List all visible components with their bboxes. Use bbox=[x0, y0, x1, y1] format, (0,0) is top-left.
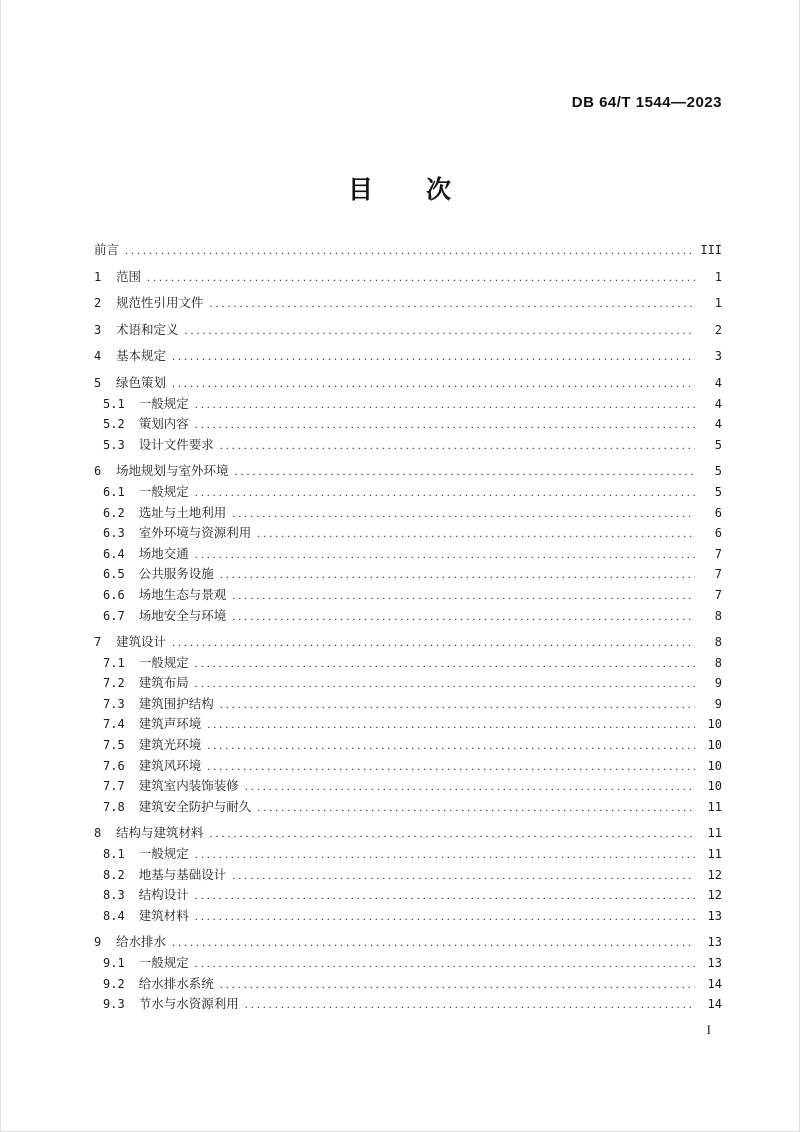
toc-entry-number: 6.3 bbox=[103, 526, 125, 541]
toc-entry-page: 5 bbox=[714, 464, 722, 479]
document-number: DB 64/T 1544—2023 bbox=[571, 94, 722, 111]
toc-entry-page: 5 bbox=[714, 437, 722, 452]
toc-entry-label: 一般规定 bbox=[138, 396, 189, 411]
toc-entry-label: 建筑安全防护与耐久 bbox=[138, 799, 252, 814]
dot-leader bbox=[195, 482, 695, 503]
toc-entry-number: 7.2 bbox=[103, 676, 125, 691]
toc-entry-number: 5.2 bbox=[103, 417, 125, 432]
toc-entry bbox=[94, 844, 722, 865]
dot-leader bbox=[195, 906, 695, 927]
toc-entry bbox=[94, 823, 722, 844]
toc-entry-page: 8 bbox=[714, 655, 722, 670]
toc-entry-page: 10 bbox=[707, 758, 722, 773]
toc-entry bbox=[94, 797, 722, 818]
toc-entry bbox=[94, 373, 722, 394]
toc-entry-label: 结构与建筑材料 bbox=[116, 826, 204, 841]
toc-entry bbox=[94, 461, 722, 482]
toc-entry-label: 给水排水系统 bbox=[138, 976, 214, 991]
toc-entry-number: 7.5 bbox=[103, 738, 125, 753]
toc-entry-label: 场地安全与环境 bbox=[138, 608, 227, 623]
toc-entry-page: 1 bbox=[714, 296, 722, 311]
page-number: I bbox=[706, 1022, 711, 1037]
toc-entry-number: 8 bbox=[94, 826, 102, 841]
dot-leader bbox=[195, 544, 695, 565]
toc-entry-label: 建筑风环境 bbox=[138, 758, 202, 773]
dot-leader bbox=[220, 974, 695, 995]
toc-entry-label: 建筑材料 bbox=[138, 908, 189, 923]
dot-leader bbox=[257, 797, 695, 818]
toc-entry-page: 10 bbox=[707, 779, 722, 794]
dot-leader bbox=[232, 503, 695, 524]
dot-leader bbox=[220, 694, 695, 715]
toc-entry-number: 7.7 bbox=[103, 779, 125, 794]
toc-entry-page: 8 bbox=[714, 635, 722, 650]
toc-entry bbox=[94, 865, 722, 886]
dot-leader bbox=[220, 564, 695, 585]
dot-leader bbox=[257, 523, 695, 544]
toc-entry-number: 7 bbox=[94, 635, 102, 650]
toc-entry-page: 13 bbox=[707, 956, 722, 970]
toc-entry-number: 9 bbox=[94, 935, 102, 950]
toc-entry-page: 10 bbox=[707, 738, 722, 753]
toc-entry bbox=[94, 694, 722, 715]
toc-entry-label: 一般规定 bbox=[138, 847, 189, 862]
toc-entry-label: 场地交通 bbox=[138, 546, 189, 561]
toc-entry-page: 13 bbox=[707, 908, 722, 923]
toc-entry-page: 7 bbox=[714, 587, 722, 602]
dot-leader bbox=[195, 394, 695, 415]
toc-entry-page: 10 bbox=[707, 717, 722, 732]
toc-entry-number: 5.1 bbox=[103, 396, 125, 411]
toc-title: 目 次 bbox=[347, 177, 452, 204]
toc-entry-number: 8.2 bbox=[103, 867, 125, 882]
toc-entry-page: III bbox=[700, 243, 722, 257]
toc-entry-label: 结构设计 bbox=[138, 888, 189, 903]
toc-entry-label: 基本规定 bbox=[116, 349, 167, 364]
toc-entry-label: 地基与基础设计 bbox=[138, 867, 227, 882]
toc-entry-number: 6.7 bbox=[103, 608, 125, 623]
toc-entry-label: 公共服务设施 bbox=[138, 567, 214, 582]
toc-entry-label: 建筑布局 bbox=[138, 676, 189, 691]
toc-entry bbox=[94, 906, 722, 927]
toc-entry-label: 给水排水 bbox=[116, 935, 167, 950]
toc-entry-page: 12 bbox=[707, 888, 722, 903]
dot-leader bbox=[172, 346, 695, 367]
dot-leader bbox=[172, 373, 695, 394]
toc-entry-label: 规范性引用文件 bbox=[116, 296, 204, 311]
toc-entry-number: 7.6 bbox=[103, 758, 125, 773]
toc-entry bbox=[94, 974, 722, 995]
toc-entry-label: 建筑设计 bbox=[116, 635, 167, 650]
toc-entry bbox=[94, 606, 722, 627]
dot-leader bbox=[185, 320, 695, 341]
toc-entry bbox=[94, 544, 722, 565]
toc-entry-label: 选址与土地利用 bbox=[138, 505, 227, 520]
toc-entry-number: 8.1 bbox=[103, 847, 125, 862]
dot-leader bbox=[125, 240, 693, 261]
toc-entry-number: 6.2 bbox=[103, 505, 125, 520]
toc-entry bbox=[94, 776, 722, 797]
dot-leader bbox=[207, 714, 695, 735]
toc-entry-page: 14 bbox=[707, 976, 722, 991]
toc-entry-label: 一般规定 bbox=[138, 956, 189, 970]
toc-entry-number: 6.1 bbox=[103, 484, 125, 499]
toc-entry bbox=[94, 953, 722, 974]
toc-entry bbox=[94, 885, 722, 906]
toc-entry-page: 7 bbox=[714, 567, 722, 582]
toc-entry-number: 7.1 bbox=[103, 655, 125, 670]
toc-entry-number: 6.5 bbox=[103, 567, 125, 582]
toc-entry-number: 7.3 bbox=[103, 696, 125, 711]
dot-leader bbox=[210, 823, 695, 844]
toc-entry-page: 4 bbox=[714, 396, 722, 411]
toc-entry-number: 9.1 bbox=[103, 956, 125, 970]
toc-entry-number: 9.3 bbox=[103, 997, 125, 1012]
dot-leader bbox=[232, 585, 695, 606]
toc-entry-page: 5 bbox=[714, 484, 722, 499]
toc-entry-number: 9.2 bbox=[103, 976, 125, 991]
toc-entry bbox=[94, 267, 722, 288]
toc-entry-page: 11 bbox=[707, 799, 722, 814]
toc-entry-page: 7 bbox=[714, 546, 722, 561]
toc-entry-page: 9 bbox=[714, 676, 722, 691]
toc-entry-page: 6 bbox=[714, 505, 722, 520]
toc-entry bbox=[94, 932, 722, 953]
toc-entry-page: 4 bbox=[714, 375, 722, 390]
toc-entry-number: 4 bbox=[94, 349, 102, 364]
toc-entry bbox=[94, 523, 722, 544]
toc-entry-page: 12 bbox=[707, 867, 722, 882]
toc-entry bbox=[94, 735, 722, 756]
dot-leader bbox=[195, 673, 695, 694]
toc-entry-label: 范围 bbox=[116, 269, 142, 284]
dot-leader bbox=[232, 606, 695, 627]
dot-leader bbox=[172, 932, 695, 953]
toc-entry-label: 节水与水资源利用 bbox=[138, 997, 239, 1012]
toc-entry-page: 4 bbox=[714, 417, 722, 432]
toc-entry-number: 7.4 bbox=[103, 717, 125, 732]
toc-entry-number: 2 bbox=[94, 296, 102, 311]
toc-entry-label: 绿色策划 bbox=[116, 375, 167, 390]
toc-entry bbox=[94, 653, 722, 674]
toc-entry-page: 1 bbox=[714, 269, 722, 284]
toc-entry bbox=[94, 240, 722, 261]
toc-entry-label: 建筑室内装饰装修 bbox=[138, 779, 239, 794]
dot-leader bbox=[207, 735, 695, 756]
toc-entry bbox=[94, 673, 722, 694]
toc-entry bbox=[94, 756, 722, 777]
dot-leader bbox=[235, 461, 695, 482]
toc-entry-number: 6 bbox=[94, 464, 102, 479]
toc-entry-number: 5 bbox=[94, 375, 102, 390]
toc-entry-page: 6 bbox=[714, 526, 722, 541]
toc-entry-page: 14 bbox=[707, 997, 722, 1012]
toc-entry-page: 9 bbox=[714, 696, 722, 711]
toc-entry bbox=[94, 585, 722, 606]
dot-leader bbox=[195, 844, 695, 865]
toc-entry-label: 场地规划与室外环境 bbox=[116, 464, 229, 479]
dot-leader bbox=[195, 885, 695, 906]
toc-entry-page: 13 bbox=[707, 935, 722, 950]
dot-leader bbox=[172, 632, 695, 653]
toc-entry-number: 7.8 bbox=[103, 799, 125, 814]
toc-entry bbox=[94, 564, 722, 585]
toc-entry-page: 3 bbox=[714, 349, 722, 364]
dot-leader bbox=[147, 267, 695, 288]
toc-entry-label: 建筑光环境 bbox=[138, 738, 202, 753]
toc-entry bbox=[94, 503, 722, 524]
toc-entry-number: 6.6 bbox=[103, 587, 125, 602]
dot-leader bbox=[232, 865, 695, 886]
toc-entry bbox=[94, 346, 722, 367]
toc-entry-number: 8.4 bbox=[103, 908, 125, 923]
toc-entry bbox=[94, 714, 722, 735]
toc-entry-page: 2 bbox=[714, 322, 722, 337]
toc-entry-number: 3 bbox=[94, 322, 102, 337]
dot-leader bbox=[195, 653, 695, 674]
toc-entry bbox=[94, 293, 722, 314]
toc-entry-number: 8.3 bbox=[103, 888, 125, 903]
dot-leader bbox=[207, 756, 695, 777]
toc-entry-label: 场地生态与景观 bbox=[138, 587, 227, 602]
dot-leader bbox=[220, 435, 695, 456]
toc-entry-label: 设计文件要求 bbox=[138, 437, 214, 452]
dot-leader bbox=[195, 953, 695, 974]
toc-entry-label: 一般规定 bbox=[138, 655, 189, 670]
toc-entry-label: 策划内容 bbox=[138, 417, 189, 432]
dot-leader bbox=[245, 994, 695, 1015]
toc-entry-label: 建筑声环境 bbox=[138, 717, 202, 732]
toc-entry-page: 8 bbox=[714, 608, 722, 623]
dot-leader bbox=[245, 776, 695, 797]
toc-entry bbox=[94, 320, 722, 341]
toc-entry bbox=[94, 482, 722, 503]
toc-entry-number: 6.4 bbox=[103, 546, 125, 561]
toc-entry bbox=[94, 632, 722, 653]
dot-leader bbox=[195, 414, 695, 435]
dot-leader bbox=[210, 293, 695, 314]
toc-entry-number: 1 bbox=[94, 269, 102, 284]
toc-entry bbox=[94, 414, 722, 435]
toc-entry-page: 11 bbox=[707, 826, 722, 841]
toc-entry-page: 11 bbox=[707, 847, 722, 862]
toc-entry-label: 建筑围护结构 bbox=[138, 696, 214, 711]
toc-entry bbox=[94, 435, 722, 456]
toc-entry bbox=[94, 994, 722, 1015]
toc-entry-label: 一般规定 bbox=[138, 484, 189, 499]
toc-entry-number: 5.3 bbox=[103, 437, 125, 452]
toc-list bbox=[94, 240, 722, 1015]
toc-entry bbox=[94, 394, 722, 415]
toc-entry-label: 前言 bbox=[94, 243, 120, 257]
toc-entry-label: 室外环境与资源利用 bbox=[138, 526, 252, 541]
toc-entry-label: 术语和定义 bbox=[116, 322, 179, 337]
